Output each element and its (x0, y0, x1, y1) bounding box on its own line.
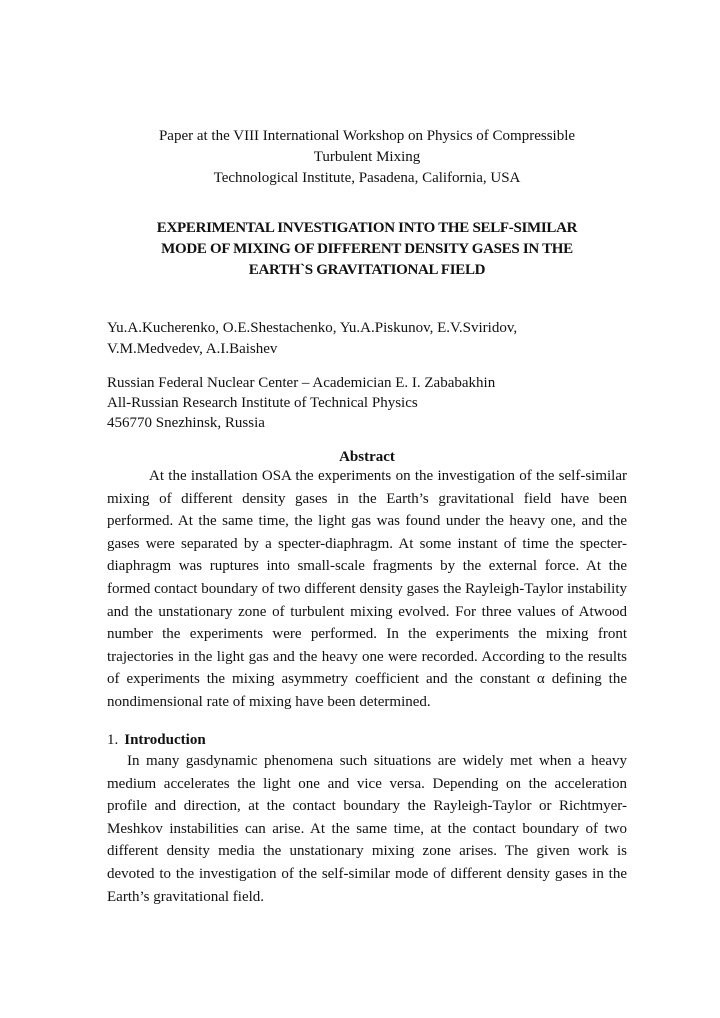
affiliation-line: All-Russian Research Institute of Technical Physics (107, 395, 418, 411)
title-line: EARTH`S GRAVITATIONAL FIELD (248, 262, 486, 278)
author-list (107, 318, 627, 360)
introduction-text: In many gasdynamic phenomena such situations are widely met when a heavy medium accelerates the light one and vice versa. Depending on the acceleration profile and direction, at the contact boundary the Rayleigh-Taylor or Richtmyer-Meshkov instabilities can arise. At the same time, at the contact boundary of two different density media the unstationary mixing zone arises. The given work is devoted to the investigation of the self-similar mode of different density gases in the Earth’s gravitational field. (107, 753, 627, 905)
section-number: 1. (107, 732, 119, 748)
conference-info (107, 126, 627, 189)
title-line: MODE OF MIXING OF DIFFERENT DENSITY GASES IN THE (161, 241, 573, 257)
conference-location: Technological Institute, Pasadena, California, USA (213, 170, 521, 186)
section-heading (107, 730, 627, 750)
authors-line: V.M.Medvedev, A.I.Baishev (107, 341, 278, 357)
abstract-text: At the installation OSA the experiments on the investigation of the self-similar mixing of different density gases in the Earth’s gravitational field have been performed. At the same time, the light gas was found under the heavy one, and the gases were separated by a specter-diaphragm. At some instant of time the specter-diaphragm was ruptures into small-scale fragments by the external force. At the formed contact boundary of two different density gases the Rayleigh-Taylor instability and the unstationary zone of turbulent mixing evolved. For three values of Atwood number the experiments were performed. In the experiments the mixing front trajectories in the light gas and the heavy one were recorded. According to the results of experiments the mixing asymmetry coefficient and the constant α defining the nondimensional rate of mixing have been determined. (107, 468, 627, 710)
affiliation-line: Russian Federal Nuclear Center – Academician E. I. Zababakhin (107, 375, 496, 391)
conference-line: Paper at the VIII International Workshop on Physics of Compressible (158, 128, 576, 144)
section-title: Introduction (124, 732, 206, 748)
paper-title (107, 218, 627, 281)
affiliation-address: 456770 Snezhinsk, Russia (107, 415, 265, 431)
affiliation (107, 373, 627, 433)
authors-line: Yu.A.Kucherenko, O.E.Shestachenko, Yu.A.Piskunov, E.V.Sviridov, (107, 320, 518, 336)
abstract-heading: Abstract (339, 449, 395, 465)
title-line: EXPERIMENTAL INVESTIGATION INTO THE SELF-SIMILAR (156, 220, 578, 236)
conference-line: Turbulent Mixing (313, 149, 421, 165)
